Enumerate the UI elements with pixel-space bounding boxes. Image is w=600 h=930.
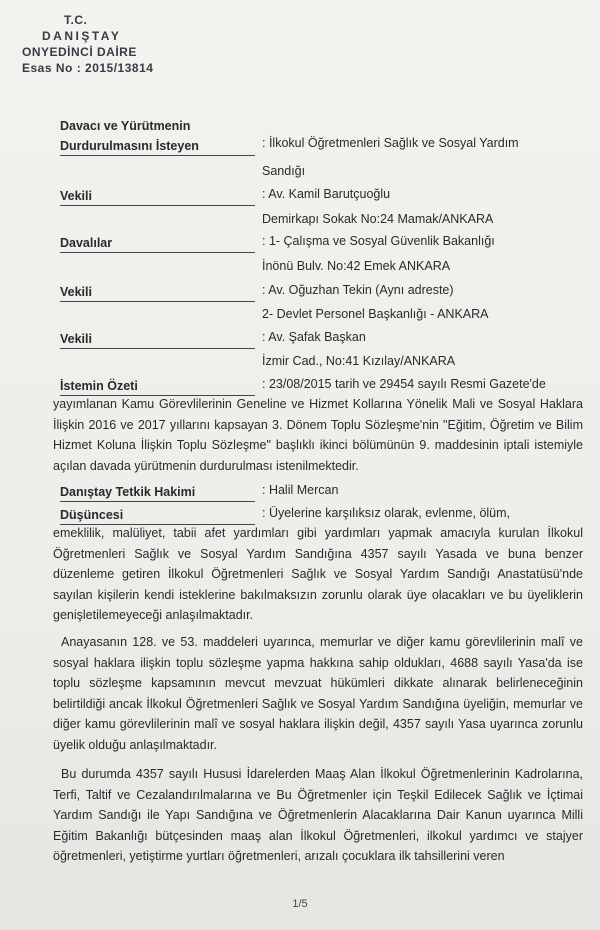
summary-label: İstemin Özeti bbox=[60, 378, 255, 396]
summary-paragraph: yayımlanan Kamu Görevlilerinin Geneline ve Hizmet Kollarına Yönelik Mali ve Sosyal Haklara İlişkin 2016 ve 2017 yıllarını kapsayan 3. Dönem Toplu Sözleşme'nin "Eğitim, Öğretim ve Bilim Hizmet Koluna İlişkin Toplu Sözleşme" başlıklı ikinci bölümünün 9. maddesinin iptali istemiyle açılan davada yürütmenin durdurulması istenilmektedir. bbox=[53, 397, 583, 473]
attorney3-address: İzmir Cad., No:41 Kızılay/ANKARA bbox=[262, 354, 456, 368]
attorney1-name: : Av. Kamil Barutçuoğlu bbox=[262, 187, 391, 201]
summary-first-line: : 23/08/2015 tarih ve 29454 sayılı Resmi Gazete'de bbox=[262, 377, 546, 391]
defendant2-name: 2- Devlet Personel Başkanlığı - ANKARA bbox=[262, 307, 489, 321]
header-court: DANIŞTAY bbox=[42, 29, 122, 43]
defendant1-address: İnönü Bulv. No:42 Emek ANKARA bbox=[262, 259, 451, 273]
body-paragraph-2-text: Bu durumda 4357 sayılı Hususi İdarelerden Maaş Alan İlkokul Öğretmenlerinin Kadrolarına, Terfi, Taltif ve Cezalandırılmalarına ve Bu Öğretmenler için Teşkil Edilecek Sağlık ve İçtimai Yardım Sandığı ile Yapı Sandığına ve Öğretmenlerin Alacaklarına Dair Kanun uyarınca Milli Eğitim Bakanlığı bütçesinden maaş alan İlkokul Öğretmenleri, ilkokul yardımcı ve stajyer öğretmenleri, yetiştirme yurtları öğretmenleri, arızalı çocuklara ilk tahsillerini veren bbox=[53, 767, 583, 864]
attorney2-label: Vekili bbox=[60, 284, 255, 302]
attorney1-address: Demirkapı Sokak No:24 Mamak/ANKARA bbox=[262, 212, 494, 226]
court-header bbox=[22, 12, 153, 76]
page-number: 1/5 bbox=[292, 898, 308, 910]
header-tc: T.C. bbox=[64, 13, 88, 27]
plaintiff-label-line2: Durdurulmasını İsteyen bbox=[60, 138, 255, 156]
body-paragraph-1 bbox=[53, 632, 583, 756]
opinion-first-line: : Üyelerine karşılıksız olarak, evlenme, ölüm, bbox=[262, 506, 511, 520]
attorney3-label: Vekili bbox=[60, 331, 255, 349]
plaintiff-value-line1: : İlkokul Öğretmenleri Sağlık ve Sosyal Yardım bbox=[262, 136, 519, 150]
header-case-number: Esas No : 2015/13814 bbox=[22, 61, 154, 75]
summary-text bbox=[53, 394, 583, 476]
defendants-label: Davalılar bbox=[60, 235, 255, 253]
body-paragraph-1-text: Anayasanın 128. ve 53. maddeleri uyarınca, memurlar ve diğer kamu görevlilerinin malî ve sosyal haklara ilişkin toplu sözleşme yapma hakkına sahip oldukları, 4688 sayılı Yasa'da ise toplu sözleşme kapsamının mevcut mevzuat hükümleri dikkate alınarak belirleneceğinin belirtildiği ancak İlkokul Öğretmenleri Sağlık ve Sosyal Yardım Sandığına üyeliğin, memurlar ve diğer kamu görevlilerinin malî ve sosyal haklara ilişkin değil, 4357 sayılı Yasa uyarınca zorunlu üyelik olduğu anlaşılmaktadır. bbox=[53, 635, 583, 752]
attorney2-name: : Av. Oğuzhan Tekin (Aynı adreste) bbox=[262, 283, 454, 297]
attorney1-label: Vekili bbox=[60, 188, 255, 206]
opinion-paragraph: emeklilik, malüliyet, tabii afet yardımları gibi yardımları yapmak amacıyla kurulan İlkokul Öğretmenleri Sağlık ve Sosyal Yardım Sandığına 4357 sayılı Yasada ve buna benzer düzenleme getiren İlkokul Öğretmenleri Sağlık ve Sosyal Yardım Sandığı Anastatüsü'nde sayılan kişilerin kendi isteklerine bakılmaksızın zorunlu olarak üye olacakları ve bu üyeliklerin genişletilemeyeceği anlaşılmaktadır. bbox=[53, 526, 583, 623]
judge-label: Danıştay Tetkik Hakimi bbox=[60, 484, 255, 502]
defendant1-name: : 1- Çalışma ve Sosyal Güvenlik Bakanlığı bbox=[262, 234, 495, 248]
plaintiff-label-line1: Davacı ve Yürütmenin bbox=[60, 119, 191, 133]
header-chamber: ONYEDİNCİ DAİRE bbox=[22, 45, 137, 59]
attorney3-name: : Av. Şafak Başkan bbox=[262, 330, 366, 344]
opinion-label: Düşüncesi bbox=[60, 507, 255, 525]
opinion-text bbox=[53, 523, 583, 626]
judge-name: : Halil Mercan bbox=[262, 483, 339, 497]
body-paragraph-2 bbox=[53, 764, 583, 867]
plaintiff-value-line2: Sandığı bbox=[262, 164, 306, 178]
